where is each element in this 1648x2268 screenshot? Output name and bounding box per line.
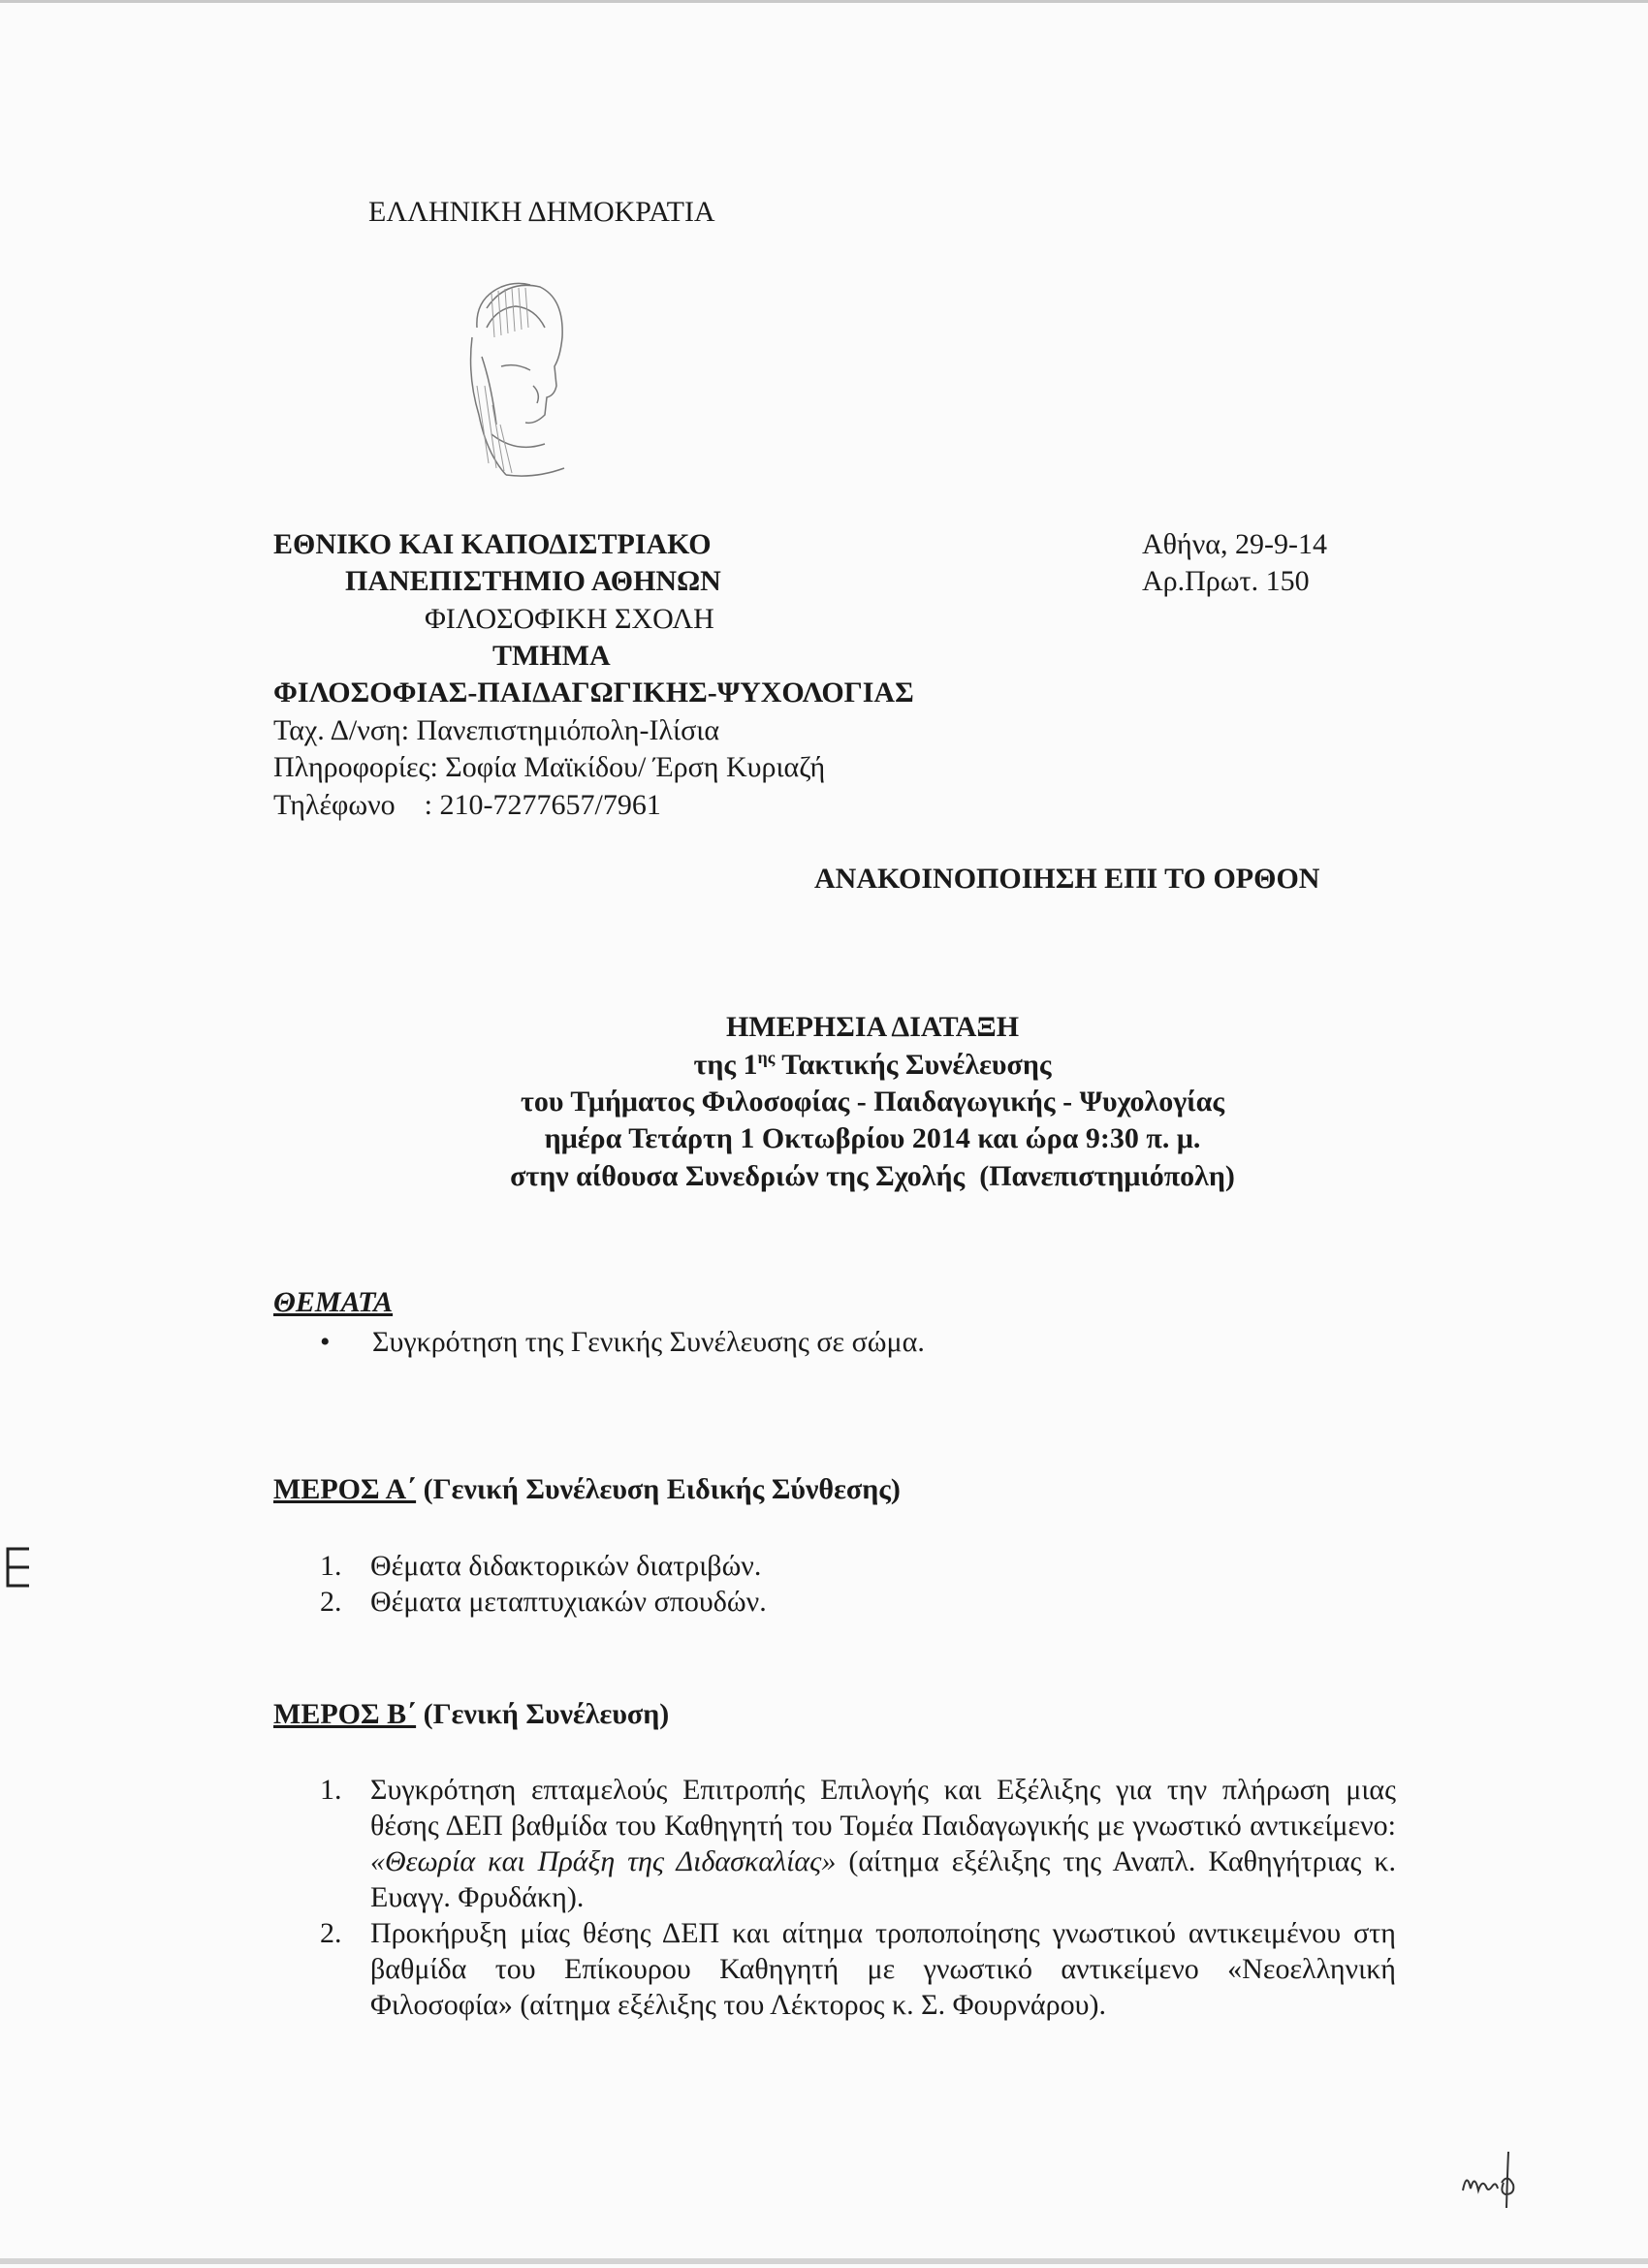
themata-heading: ΘΕΜΑΤΑ <box>273 1286 394 1318</box>
department-name: ΦΙΛΟΣΟΦΙΑΣ-ΠΑΙΔΑΓΩΓΙΚΗΣ-ΨΥΧΟΛΟΓΙΑΣ <box>273 677 914 709</box>
list-item <box>320 1324 925 1360</box>
list-item-italic-title: «Θεωρία και Πράξη της Διδασκαλίας» <box>370 1845 837 1877</box>
list-item: 1. Συγκρότηση επταμελούς Επιτροπής Επιλογής και Εξέλιξης για την πλήρωση μιας θέσης ΔΕΠ βαθμίδα του Καθηγητή του Τομέα Παιδαγωγικής με γνωστικό αντικείμενο: «Θεωρία και Πράξη της Διδασκαλίας» (αίτημα εξέλιξης της Αναπλ. Καθηγήτριας κ. Ευαγγ. Φρυδάκη). <box>320 1774 1396 1913</box>
list-item-text: Θέματα διδακτορικών διατριβών. <box>370 1550 762 1582</box>
part-b-list <box>320 1772 1396 2023</box>
handwritten-signature <box>1459 2144 1527 2212</box>
list-item-text: Συγκρότηση της Γενικής Συνέλευσης σε σώμα. <box>372 1326 925 1358</box>
school-name: ΦΙΛΟΣΟΦΙΚΗ ΣΧΟΛΗ <box>425 603 714 635</box>
protocol-number: Αρ.Πρωτ. 150 <box>1142 565 1310 597</box>
university-name-line2: ΠΑΝΕΠΙΣΤΗΜΙΟ ΑΘΗΝΩΝ <box>345 565 721 597</box>
agenda-title: ΗΜΕΡΗΣΙΑ ΔΙΑΤΑΞΗ <box>725 1011 1020 1043</box>
scan-bottom-edge <box>0 2258 1648 2264</box>
list-item: 1. Θέματα διδακτορικών διατριβών. <box>320 1550 762 1582</box>
list-item: 2. Θέματα μεταπτυχιακών σπουδών. <box>320 1586 767 1618</box>
agenda-department-line: του Τμήματος Φιλοσοφίας - Παιδαγωγικής - Ψυχολογίας <box>521 1086 1224 1118</box>
list-item-text: Θέματα μεταπτυχιακών σπουδών. <box>370 1586 767 1618</box>
republic-heading: ΕΛΛΗΝΙΚΗ ΔΗΜΟΚΡΑΤΙΑ <box>368 196 715 228</box>
binder-hole-mark <box>0 1543 39 1591</box>
part-a-label: ΜΕΡΟΣ Α΄ <box>273 1473 417 1505</box>
part-b-heading <box>273 1698 669 1731</box>
department-label: ΤΜΗΜΑ <box>492 640 611 672</box>
postal-address: Ταχ. Δ/νση: Πανεπιστημιόπολη-Ιλίσια <box>273 714 720 746</box>
session-number: της 1 <box>693 1049 758 1081</box>
agenda-date-line: ημέρα Τετάρτη 1 Οκτωβρίου 2014 και ώρα 9:30 π. μ. <box>544 1122 1201 1154</box>
university-name-line1: ΕΘΝΙΚΟ ΚΑΙ ΚΑΠΟΔΙΣΤΡΙΑΚΟ <box>273 528 712 560</box>
agenda-session-line <box>388 1048 1357 1082</box>
list-item-text: Προκήρυξη μίας θέσης ΔΕΠ και αίτημα τροποποίησης γνωστικού αντικειμένου στη βαθμίδα του Επίκουρου Καθηγητή με γνωστικό αντικείμενο «Νεοελληνική Φιλοσοφία» (αίτημα εξέλιξης του Λέκτορος κ. Σ. Φουρνάρου). <box>370 1917 1396 2021</box>
correction-notice: ΑΝΑΚΟΙΝΟΠΟΙΗΣΗ ΕΠΙ ΤΟ ΟΡΘΟΝ <box>814 863 1320 895</box>
part-a-heading <box>273 1473 901 1506</box>
agenda-venue-line: στην αίθουσα Συνεδριών της Σχολής (Πανεπιστημιόπολη) <box>510 1160 1235 1192</box>
part-a-subtitle: (Γενική Συνέλευση Ειδικής Σύνθεσης) <box>416 1473 901 1505</box>
list-item: 2. Προκήρυξη μίας θέσης ΔΕΠ και αίτημα τροποποίησης γνωστικού αντικειμένου στη βαθμίδα του Επίκουρου Καθηγητή με γνωστικό αντικείμενο «Νεοελληνική Φιλοσοφία» (αίτημα εξέλιξης του Λέκτορος κ. Σ. Φουρνάρου). <box>320 1917 1396 2021</box>
university-crest-athena-logo <box>448 269 584 481</box>
ordinal-suffix: ης <box>757 1048 776 1067</box>
part-b-subtitle: (Γενική Συνέλευση) <box>416 1698 670 1730</box>
themata-list <box>320 1324 925 1360</box>
list-item-text-end: (αίτημα εξέλιξης της Αναπλ. Καθηγήτριας κ. Ευαγγ. Φρυδάκη). <box>370 1845 1396 1913</box>
bullet-icon: • <box>320 1326 331 1358</box>
phone-number: Τηλέφωνο : 210-7277657/7961 <box>273 789 661 821</box>
session-type: Τακτικής Συνέλευσης <box>775 1049 1052 1081</box>
list-item-text: Συγκρότηση επταμελούς Επιτροπής Επιλογής και Εξέλιξης για την πλήρωση μιας θέσης ΔΕΠ βαθμίδα του Καθηγητή του Τομέα Παιδαγωγικής με γνωστικό αντικείμενο: <box>370 1774 1396 1842</box>
part-b-label: ΜΕΡΟΣ Β΄ <box>273 1698 417 1730</box>
contact-info: Πληροφορίες: Σοφία Μαϊκίδου/ Έρση Κυριαζή <box>273 751 826 783</box>
scan-top-edge <box>0 0 1648 3</box>
place-date: Αθήνα, 29-9-14 <box>1142 528 1327 560</box>
part-a-list <box>320 1548 1396 1620</box>
